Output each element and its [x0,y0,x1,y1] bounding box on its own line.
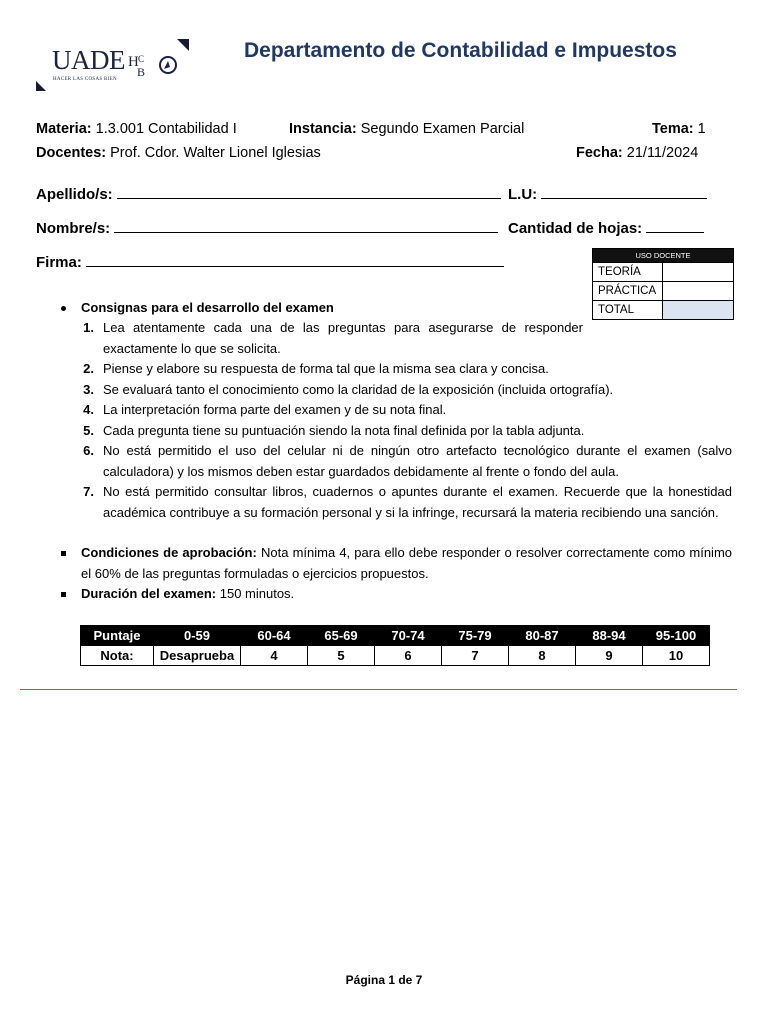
item-number: 2. [83,361,94,376]
monogram-icon [126,52,152,78]
materia-line [36,122,237,137]
duracion-block [81,584,294,605]
logo-text: UADE [52,45,125,75]
instruction-item: Se evaluará tanto el conocimiento como la claridad de la exposición (incluida ortografía). [103,382,614,397]
department-title: Departamento de Contabilidad e Impuestos [244,39,677,62]
uso-row-value [663,263,733,281]
aprobacion-label: Condiciones de aprobación: [81,545,257,560]
table-cell: Nota: [81,646,154,666]
fecha-line [576,146,698,161]
svg-text:B: B [137,65,146,78]
puntaje-row [81,626,710,646]
cantidad-hojas-field[interactable] [508,220,704,236]
lu-label: L.U: [508,186,538,203]
tema-value: 1 [697,121,706,137]
table-cell: 10 [643,646,710,666]
table-header-cell: 80-87 [509,626,576,646]
uso-row-total [593,300,733,319]
nombre-blank[interactable] [114,220,498,233]
uso-row-value [663,301,733,319]
duracion-text: 150 minutos. [219,586,295,601]
docentes-line [36,146,321,161]
uade-logo [36,38,196,94]
uso-row-practica [593,281,733,300]
uso-row-label: TEORÍA [593,263,663,281]
fecha-value: 21/11/2024 [626,145,699,161]
aprobacion-block [81,543,732,584]
page-number: Página 1 de 7 [345,973,423,987]
firma-field[interactable] [36,254,504,270]
materia-label: Materia: [36,121,92,137]
table-header-cell: 60-64 [241,626,308,646]
table-cell: 5 [308,646,375,666]
svg-text:H: H [128,54,139,70]
instancia-label: Instancia: [289,121,357,137]
logo-tagline: HACER LAS COSAS BIEN [53,77,117,82]
uso-row-label: PRÁCTICA [593,282,663,300]
uso-docente-title: USO DOCENTE [593,249,733,262]
table-cell: Desaprueba [154,646,241,666]
nombre-field[interactable] [36,220,498,236]
logo-corner-top [177,39,189,51]
apellido-label: Apellido/s: [36,186,113,203]
instancia-line [289,122,524,137]
docentes-value: Prof. Cdor. Walter Lionel Iglesias [110,145,321,161]
firma-label: Firma: [36,254,82,271]
item-number: 4. [83,402,94,417]
seal-icon [158,55,178,75]
table-header-cell: 70-74 [375,626,442,646]
docentes-label: Docentes: [36,145,107,161]
item-number: 5. [83,423,94,438]
table-header-cell: 75-79 [442,626,509,646]
apellido-field[interactable] [36,186,501,202]
item-number: 7. [83,484,94,499]
table-header-cell: 88-94 [576,626,643,646]
table-cell: 7 [442,646,509,666]
nombre-label: Nombre/s: [36,220,111,237]
lu-blank[interactable] [541,186,707,199]
cantidad-hojas-label: Cantidad de hojas: [508,220,643,237]
uso-row-value [663,282,733,300]
table-cell: 9 [576,646,643,666]
aprobacion-text: Nota mínima 4, para ello debe responder o resolver correctamente como mínimo el 60% de las preguntas formuladas o ejercicios propuestos. [81,545,733,581]
logo-corner-bottom [36,81,46,91]
tema-line [652,122,706,137]
cantidad-hojas-blank[interactable] [646,220,704,233]
uso-row-teoria [593,262,733,281]
bullet-icon [61,306,66,311]
table-cell: 6 [375,646,442,666]
uso-docente-box [592,248,734,320]
table-cell: 4 [241,646,308,666]
tema-label: Tema: [652,121,694,137]
lu-field[interactable] [508,186,707,202]
item-number: 6. [83,443,94,458]
firma-blank[interactable] [86,254,504,267]
instruction-item: La interpretación forma parte del examen y de su nota final. [103,402,447,417]
item-number: 1. [83,320,94,335]
table-header-cell: 0-59 [154,626,241,646]
nota-row [81,646,710,666]
instruction-item: No está permitido consultar libros, cuadernos o apuntes durante el examen. Recuerde que la honestidad académica contribuye a su formación personal y si la infringe, recursará la materia recibiendo una sanción. [103,484,732,520]
bullet-icon [61,551,66,556]
divider-line [20,689,737,690]
fecha-label: Fecha: [576,145,623,161]
instancia-value: Segundo Examen Parcial [360,121,525,137]
apellido-blank[interactable] [117,186,501,199]
item-number: 3. [83,382,94,397]
bullet-icon [61,592,66,597]
grades-table [80,625,710,666]
table-header-cell: Puntaje [81,626,154,646]
table-header-cell: 95-100 [643,626,710,646]
instruction-item: Piense y elabore su respuesta de forma tal que la misma sea clara y concisa. [103,361,549,376]
instructions-heading: Consignas para el desarrollo del examen [81,300,334,315]
instruction-item: Cada pregunta tiene su puntuación siendo la nota final definida por la tabla adjunta. [103,423,585,438]
svg-text:C: C [138,54,145,64]
instruction-item: Lea atentamente cada una de las preguntas para asegurarse de responder exactamente lo que se solicita. [103,320,583,356]
table-header-cell: 65-69 [308,626,375,646]
instruction-item: No está permitido el uso del celular ni de ningún otro artefacto tecnológico durante el examen (salvo calculadora) y los mismos deben estar guardados debidamente al frente o fondo del aula. [103,443,732,479]
materia-value: 1.3.001 Contabilidad I [95,121,237,137]
uso-row-label: TOTAL [593,301,663,319]
table-cell: 8 [509,646,576,666]
duracion-label: Duración del examen: [81,586,217,601]
